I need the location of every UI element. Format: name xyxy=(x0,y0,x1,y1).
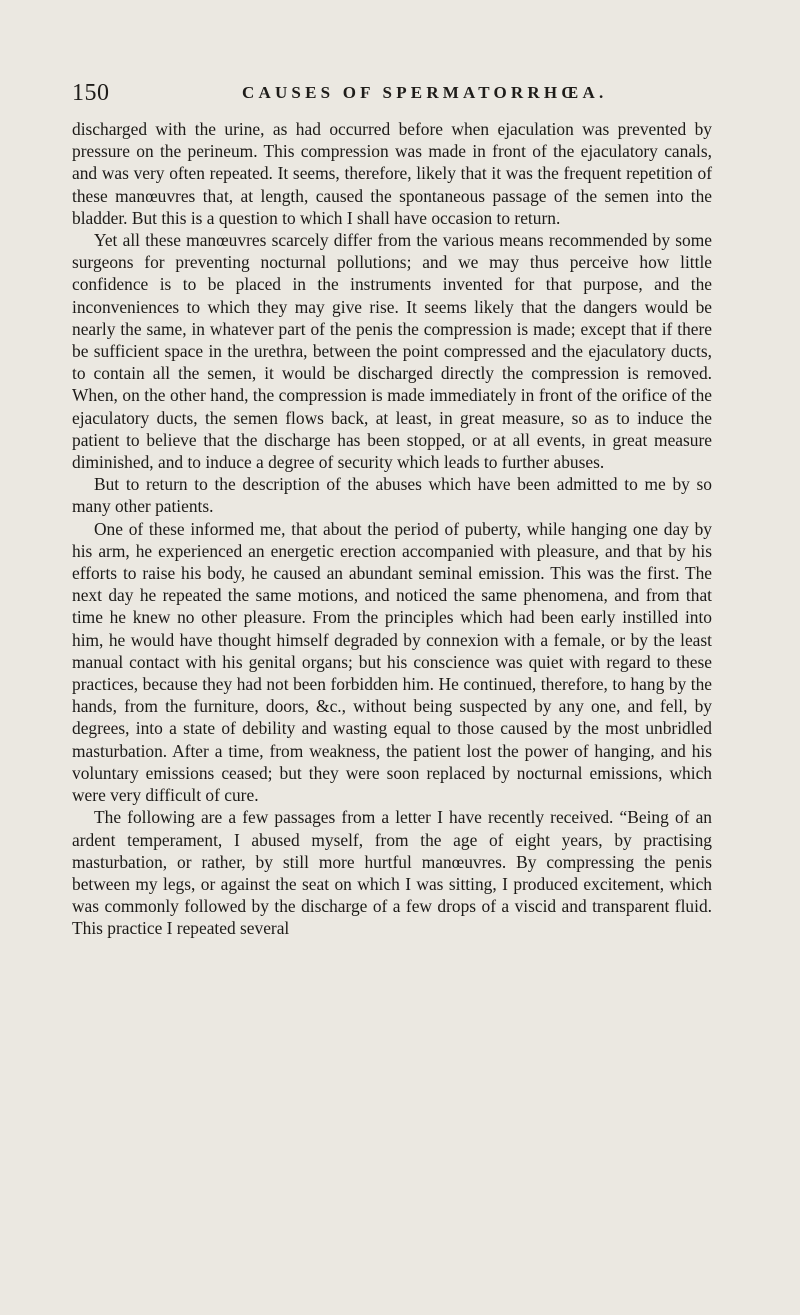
paragraph-3: But to return to the description of the abuses which have been admitted to me by so many other patients. xyxy=(72,474,712,517)
paragraph-5: The following are a few passages from a letter I have recently received. “Being of an ardent temperament, I abused myself, from the age of eight years, by practising masturbation, or rather, by still more hurtful manœuvres. By compressing the penis between my legs, or against the seat on which I was sitting, I produced excitement, which was commonly followed by the discharge of a few drops of a viscid and transparent fluid. This practice I repeated several xyxy=(72,807,712,939)
page-number: 150 xyxy=(72,80,110,106)
body-text xyxy=(72,118,712,940)
paragraph-4: One of these informed me, that about the period of puberty, while hanging one day by his arm, he experienced an energetic erection accompanied with pleasure, and that by his efforts to raise his body, he caused an abundant seminal emission. This was the first. The next day he repeated the same motions, and noticed the same phenomena, and from that time he knew no other pleasure. From the principles which had been early instilled into him, he would have thought himself degraded by connexion with a female, or by the least manual contact with his genital organs; but his conscience was quiet with regard to these practices, because they had not been forbidden him. He continued, therefore, to hang by the hands, from the furniture, doors, &c., without being suspected by any one, and fell, by degrees, into a state of debility and wasting equal to those caused by the most unbridled masturbation. After a time, from weakness, the patient lost the power of hanging, and his voluntary emissions ceased; but they were soon replaced by nocturnal emissions, which were very difficult of cure. xyxy=(72,518,712,806)
running-title: CAUSES OF SPERMATORRHŒA. xyxy=(242,83,608,102)
page-header xyxy=(72,80,712,108)
paragraph-2: Yet all these manœuvres scarcely differ from the various means recommended by some surgeons for preventing nocturnal pollutions; and we may thus perceive how little confidence is to be placed in the instruments invented for that purpose, and the inconveniences to which they may give rise. It seems likely that the dangers would be nearly the same, in whatever part of the penis the compression is made; except that if there be sufficient space in the urethra, between the point compressed and the ejaculatory ducts, to contain all the semen, it would be discharged directly the compression is removed. When, on the other hand, the compression is made immediately in front of the orifice of the ejaculatory ducts, the semen flows back, at least, in great measure, so as to induce the patient to believe that the discharge has been stopped, or at all events, in great measure diminished, and to induce a degree of security which leads to further abuses. xyxy=(72,230,712,473)
paragraph-1: discharged with the urine, as had occurred before when ejaculation was prevented by pressure on the perineum. This compression was made in front of the ejaculatory canals, and was very often repeated. It seems, therefore, likely that it was the frequent repetition of these manœuvres that, at length, caused the spontaneous passage of the semen into the bladder. But this is a question to which I shall have occasion to return. xyxy=(72,119,712,228)
